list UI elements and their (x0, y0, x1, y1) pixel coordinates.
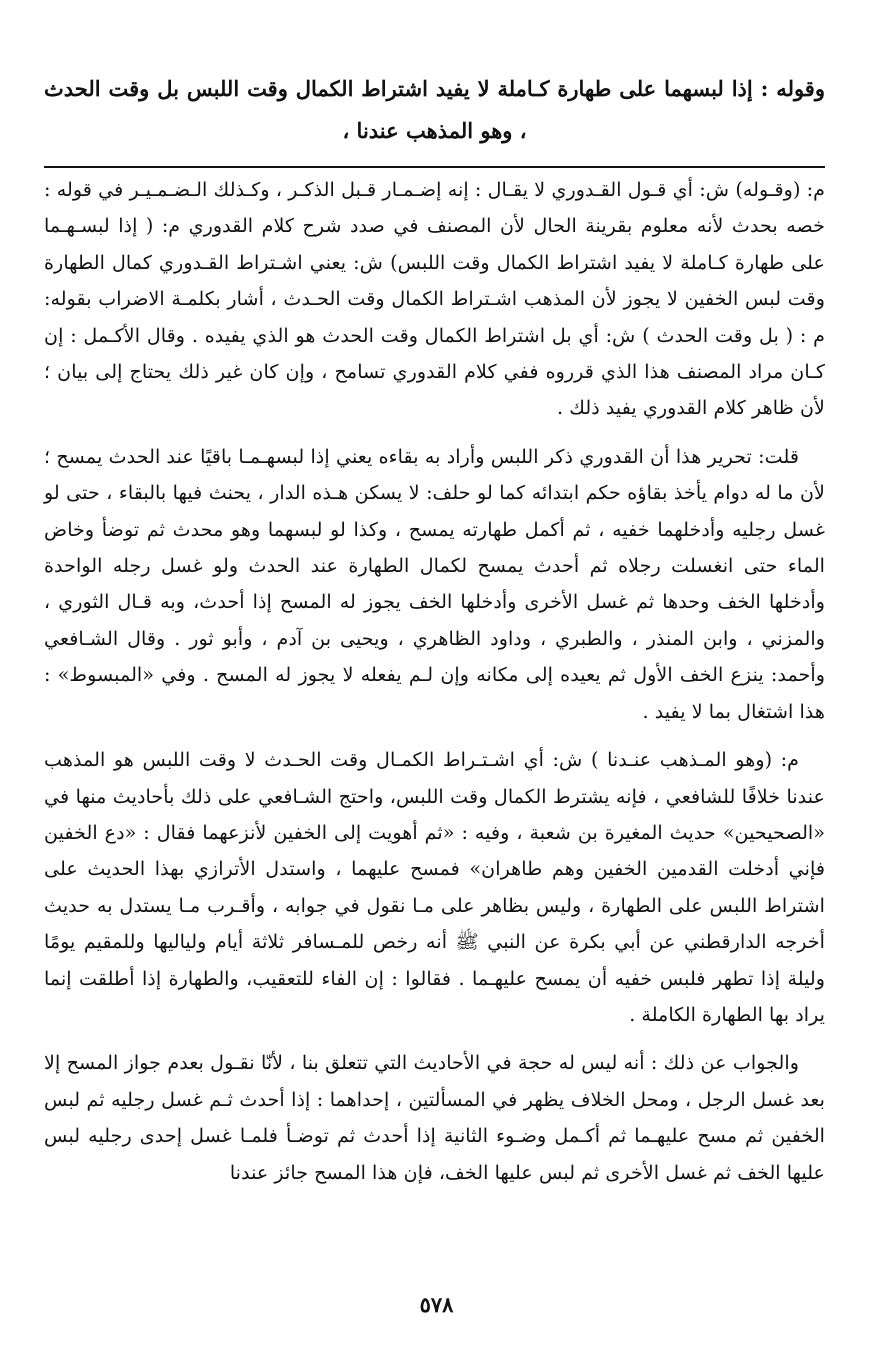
commentary-paragraph-3: م: (وهو المـذهب عنـدنا ) ش: أي اشـتـراط الكمـال وقت الحـدث لا وقت اللبس هو المذهب عندنا خلافًا للشافعي ، فإنه يشترط الكمال وقت اللبس، واحتج الشـافعي على ذلك بأحاديث منها في «الصحيحين» حديث المغيرة بن شعبة ، وفيه : «ثم أهويت إلى الخفين لأنزعهما فقال : «دع الخفين فإني أدخلت القدمين الخفين وهم طاهران» فمسح عليهما ، واستدل الأترازي بهذا الحديث على اشتراط اللبس على الطهارة ، وليس بظاهر على مـا نقول في جوابه ، وأقـرب مـا يستدل به حديث أخرجه الدارقطني عن أبي بكرة عن النبي ﷺ أنه رخص للمـسافر ثلاثة أيام ولياليها وللمقيم يومًا وليلة إذا تطهر فلبس خفيه أن يمسح عليهـما . فقالوا : إن الفاء للتعقيب، والطهارة إذا أطلقت إنما يراد بها الطهارة الكاملة . (44, 748, 825, 1026)
page-number: ٥٧٨ (419, 1292, 454, 1317)
header-divider (44, 166, 825, 168)
page-header-matn: وقوله : إذا لبسهما على طهارة كـاملة لا يفيد اشتراط الكمال وقت اللبس بل وقت الحدث ، وهو المذهب عندنا ، (44, 76, 825, 143)
commentary-paragraph-2: قلت: تحرير هذا أن القدوري ذكر اللبس وأراد به بقاءه يعني إذا لبسهـمـا باقيًا عند الحدث يمسح ؛ لأن ما له دوام يأخذ بقاؤه حكم ابتدائه كما لو حلف: لا يسكن هـذه الدار ، يحنث فيها بالبقاء ، حتى لو غسل رجليه وأدخلهما خفيه ، ثم أكمل طهارته يمسح ، وكذا لو لبسهما وهو محدث ثم توضأ وخاض الماء حتى انغسلت رجلاه ثم أحدث يمسح لكمال الطهارة عند الحدث ولو غسل رجله الواحدة وأدخلها الخف وحدها ثم غسل الأخرى وأدخلها الخف يجوز له المسح إذا أحدث، وبه قـال الثوري ، والمزني ، وابن المنذر ، والطبري ، وداود الظاهري ، ويحيى بن آدم ، وأبو ثور . وقال الشـافعي وأحمد: ينزع الخف الأول ثم يعيده إلى مكانه وإن لـم يفعله لا يجوز له المسح . وفي «المبسوط» : هذا اشتغال بما لا يفيد . (44, 444, 825, 723)
commentary-paragraph-4: والجواب عن ذلك : أنه ليس له حجة في الأحاديث التي تتعلق بنا ، لأنّا نقـول بعدم جواز المسح إلا بعد غسل الرجل ، ومحل الخلاف يظهر في المسألتين ، إحداهما : إذا أحدث ثـم غسل رجليه ثم لبس الخفين ثم مسح عليهـما ثم أكـمل وضـوء الثانية إذا أحدث ثم توضـأ فلمـا غسل إحدى رجليه لبس عليها الخف ثم غسل الأخرى ثم لبس عليها الخف، فإن هذا المسح جائز عندنا (44, 1051, 825, 1184)
commentary-body (44, 172, 825, 1203)
commentary-paragraph-1: م: (وقـوله) ش: أي قـول القـدوري لا يقـال : إنه إضـمـار قـبل الذكـر ، وكـذلك الـضـمـيـر في قوله : خصه بحدث لأنه معلوم بقرينة الحال لأن المصنف في صدد شرح كلام القدوري م: ( إذا لبسـهـما على طهارة كـاملة لا يفيد اشتراط الكمال وقت اللبس) ش: يعني اشـتراط القـدوري كمال الطهارة وقت لبس الخفين لا يجوز لأن المذهب اشـتراط الكمال وقت الحـدث ، أشار بكلمـة الاضراب بقوله: م : ( بل وقت الحدث ) ش: أي بل اشتراط الكمال وقت الحدث هو الذي يفيده . وقال الأكـمل : إن كـان مراد المصنف هذا الذي قرروه ففي كلام القدوري تسامح ، وإن كان غير ذلك يحتاج إلى بيان ؛ لأن ظاهر كلام القدوري يفيد ذلك . (44, 178, 825, 420)
